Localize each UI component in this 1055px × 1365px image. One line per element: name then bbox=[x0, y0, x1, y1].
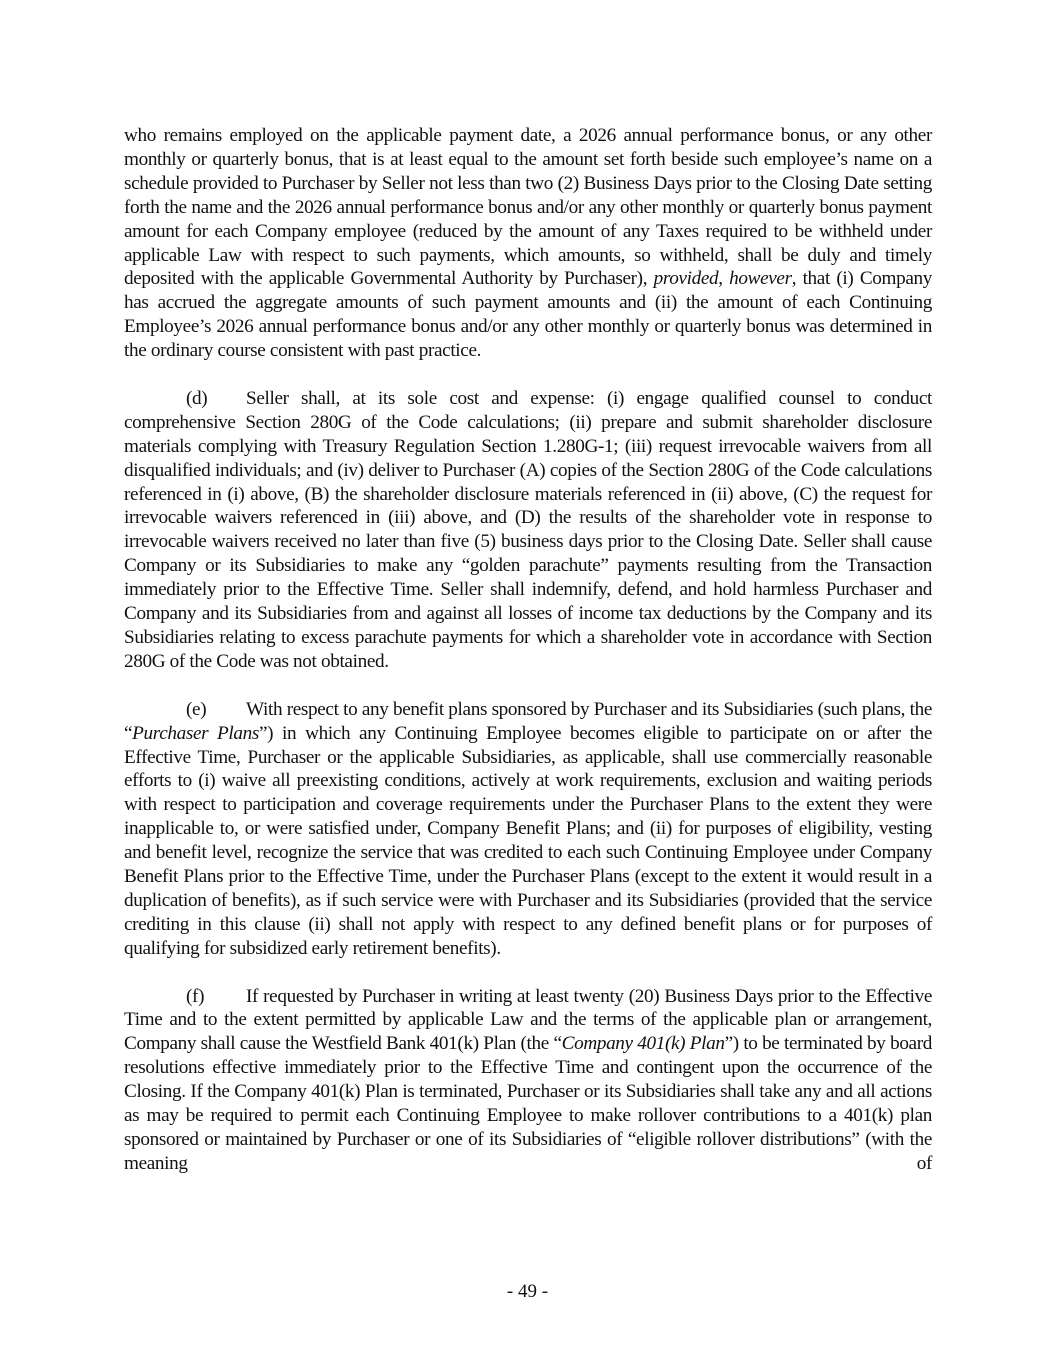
italic-defined-term: Company 401(k) Plan bbox=[561, 1033, 725, 1055]
section-d-paragraph bbox=[124, 387, 932, 674]
italic-defined-term: Purchaser Plans bbox=[132, 722, 260, 744]
italic-term-however: however bbox=[729, 268, 792, 290]
paragraph-text: , that (i) Company has accrued the aggregate amounts of such payment amounts and (ii) the amount of each Continuing Employee’s 2026 annual performance bonus and/or any other monthly or quarterly bonus was determined in the ordinary course consistent with past practice. bbox=[124, 268, 933, 362]
italic-term-provided: provided bbox=[653, 268, 719, 290]
section-e-paragraph bbox=[124, 698, 932, 961]
section-label: (f) bbox=[186, 985, 205, 1007]
paragraph-text: Seller shall, at its sole cost and expense: (i) engage qualified counsel to conduct comprehensive Section 280G of the Code calculations; (ii) prepare and submit shareholder disclosure materials complying with Treasury Regulation Section 1.280G-1; (iii) request irrevocable waivers from all disqualified individuals; and (iv) deliver to Purchaser (A) copies of the Section 280G of the Code calculations referenced in (i) above, (B) the shareholder disclosure materials referenced in (ii) above, (C) the request for irrevocable waivers referenced in (iii) above, and (D) the results of the shareholder vote in response to irrevocable waivers received no later than five (5) business days prior to the Closing Date. Seller shall cause Company or its Subsidiaries to make any “golden parachute” payments resulting from the Transaction immediately prior to the Effective Time. Seller shall indemnify, defend, and hold harmless Purchaser and Company and its Subsidiaries from and against all losses of income tax deductions by the Company and its Subsidiaries relating to excess parachute payments for which a shareholder vote in accordance with Section 280G of the Code was not obtained. bbox=[124, 387, 932, 672]
separator-text: , bbox=[718, 268, 730, 290]
section-label: (d) bbox=[186, 387, 208, 409]
paragraph-text: ”) to be terminated by board resolutions effective immediately prior to the Effective Time and contingent upon the occurrence of the Closing. If the Company 401(k) Plan is terminated, Purchaser or its Subsidiaries shall take any and all actions as may be required to permit each Continuing Employee to make rollover contributions to a 401(k) plan sponsored or maintained by Purchaser or one of its Subsidiaries of “eligible rollover distributions” (with the meaning of bbox=[124, 1033, 933, 1174]
paragraph-text: ”) in which any Continuing Employee becomes eligible to participate on or after the Effective Time, Purchaser or the applicable Subsidiaries, as applicable, shall use commercially reasonable efforts to (i) waive all preexisting conditions, actively at work requirements, exclusion and waiting periods with respect to participation and coverage requirements under the Purchaser Plans to the extent they were inapplicable to, or were satisfied under, Company Benefit Plans; and (ii) for purposes of eligibility, vesting and benefit level, recognize the service that was credited to each such Continuing Employee under Company Benefit Plans prior to the Effective Time, under the Purchaser Plans (except to the extent it would result in a duplication of benefits), as if such service were with Purchaser and its Subsidiaries (provided that the service crediting in this clause (ii) shall not apply with respect to any defined benefit plans or for purposes of qualifying for subsidized early retirement benefits). bbox=[124, 722, 932, 959]
page-number: - 49 - bbox=[506, 1281, 549, 1302]
section-f-paragraph bbox=[124, 985, 932, 1176]
paragraph-text: If requested by Purchaser in writing at least twenty (20) Business Days prior to the Effective Time and to the extent permitted by applicable Law and the terms of the applicable plan or arrangement, Company shall cause the Westfield Bank 401(k) Plan (the “ bbox=[124, 985, 932, 1055]
paragraph-text: who remains employed on the applicable payment date, a 2026 annual performance bonus, or any other monthly or quarterly bonus, that is at least equal to the amount set forth beside such employee’s name on a schedule provided to Purchaser by Seller not less than two (2) Business Days prior to the Closing Date setting forth the name and the 2026 annual performance bonus and/or any other monthly or quarterly bonus payment amount for each Company employee (reduced by the amount of any Taxes required to be withheld under applicable Law with respect to such payments, which amounts, so withheld, shall be duly and timely deposited with the applicable Governmental Authority by Purchaser), bbox=[124, 125, 932, 290]
continuation-paragraph bbox=[124, 124, 932, 363]
section-label: (e) bbox=[186, 698, 207, 720]
paragraph-text: With respect to any benefit plans sponsored by Purchaser and its Subsidiaries (such plans, the “ bbox=[124, 698, 932, 744]
document-page bbox=[124, 124, 932, 1200]
